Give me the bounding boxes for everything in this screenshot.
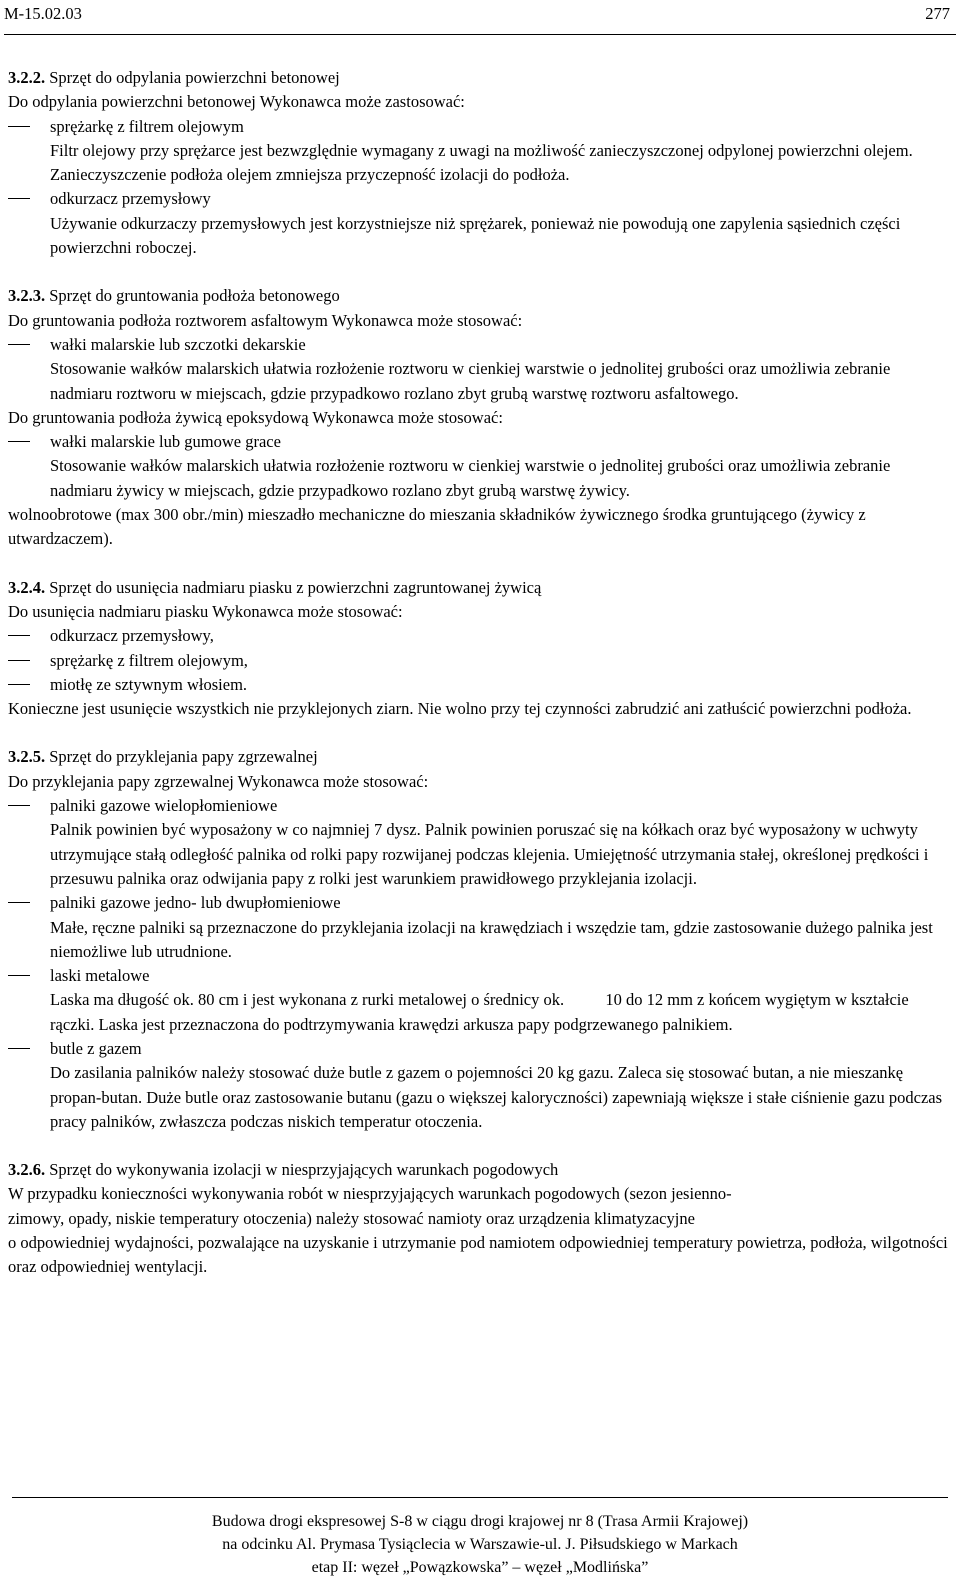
section-intro: Do gruntowania podłoża roztworem asfaltowym Wykonawca może stosować: xyxy=(8,310,523,330)
footer-divider xyxy=(12,1497,948,1498)
section-heading-3-2-3: 3.2.3. Sprzęt do gruntowania podłoża betonowego xyxy=(8,286,340,306)
section-intro: Do odpylania powierzchni betonowej Wykonawca może zastosować: xyxy=(8,92,465,112)
section-heading-3-2-6: 3.2.6. Sprzęt do wykonywania izolacji w niesprzyjających warunkach pogodowych xyxy=(8,1160,559,1180)
section-heading-3-2-4: 3.2.4. Sprzęt do usunięcia nadmiaru piasku z powierzchni zagruntowanej żywicą xyxy=(8,577,542,597)
paragraph-line: zimowy, opady, niskie temperatury otoczenia) należy stosować namioty oraz urządzenia klimatyzacyjne xyxy=(8,1208,695,1228)
dash-bullet xyxy=(8,975,30,976)
dash-bullet xyxy=(8,344,30,345)
item-description: Stosowanie wałków malarskich ułatwia rozłożenie roztworu w cienkiej warstwie o jednolitej grubości oraz umożliwia zebranie nadmiaru roztworu w miejscach, gdzie przypadkowo rozlano zbyt grubą warstwę roztworu asfaltowego. xyxy=(50,359,891,403)
item-description: Stosowanie wałków malarskich ułatwia rozłożenie roztworu w cienkiej warstwie o jednolitej grubości oraz umożliwia zebranie nadmiaru żywicy w miejscach, gdzie przypadkowo rozlano zbyt grubą warstwę żywicy. xyxy=(50,456,891,500)
list-item: laski metalowe xyxy=(8,964,948,988)
list-item: butle z gazem xyxy=(8,1037,948,1061)
page-number: 277 xyxy=(925,4,950,23)
list-item: palniki gazowe jedno- lub dwupłomieniowe xyxy=(8,891,948,915)
list-item: sprężarkę z filtrem olejowym xyxy=(8,115,948,139)
header-divider xyxy=(4,34,956,35)
list-item: palniki gazowe wielopłomieniowe xyxy=(8,794,948,818)
item-description: Do zasilania palników należy stosować duże butle z gazem o pojemności 20 kg gazu. Zaleca się stosować butan, a nie mieszankę propan-butan. Duże butle oraz zastosowanie butanu (gazu o większej kaloryczności) zapewniają większe i stałe ciśnienie gazu podczas pracy palników, zwłaszcza podczas niskich temperatur otoczenia. xyxy=(50,1063,943,1131)
item-description: Palnik powinien być wyposażony w co najmniej 7 dysz. Palnik powinien poruszać się na kółkach oraz być wyposażony w uchwyty utrzymujące stałą odległość palnika od rolki papy rozwijanej podczas klejenia. Umiejętność utrzymania stałej, określonej prędkości i przesuwu palnika oraz odwijania papy z rolki jest warunkiem prawidłowego przyklejania izolacji. xyxy=(50,820,929,888)
paragraph: Konieczne jest usunięcie wszystkich nie przyklejonych ziarn. Nie wolno przy tej czynności zabrudzić ani zatłuścić powierzchni podłoża. xyxy=(8,699,912,719)
list-item: odkurzacz przemysłowy, xyxy=(8,624,948,648)
dash-bullet xyxy=(8,198,30,199)
section-heading-3-2-2: 3.2.2. Sprzęt do odpylania powierzchni betonowej xyxy=(8,68,340,87)
paragraph: wolnoobrotowe (max 300 obr./min) mieszadło mechaniczne do mieszania składników żywicznego środka gruntującego (żywicy z utwardzaczem). xyxy=(8,505,866,549)
footer-line: etap II: węzeł „Powązkowska” – węzeł „Modlińska” xyxy=(311,1559,649,1576)
section-intro: Do usunięcia nadmiaru piasku Wykonawca może stosować: xyxy=(8,601,403,621)
section-intro: Do gruntowania podłoża żywicą epoksydową Wykonawca może stosować: xyxy=(8,407,503,427)
item-description: Używanie odkurzaczy przemysłowych jest korzystniejsze niż sprężarek, ponieważ nie powodują one zapylenia sąsiednich części powierzchni roboczej. xyxy=(50,213,901,258)
paragraph-line: o odpowiedniej wydajności, pozwalające na uzyskanie i utrzymanie pod namiotem odpowiedniej temperatury powietrza, podłoża, wilgotności oraz odpowiedniej wentylacji. xyxy=(8,1233,948,1277)
section-heading-3-2-5: 3.2.5. Sprzęt do przyklejania papy zgrzewalnej xyxy=(8,747,318,767)
list-item: miotłę ze sztywnym włosiem. xyxy=(8,673,948,697)
page-footer xyxy=(0,1510,960,1579)
dash-bullet xyxy=(8,805,30,806)
dash-bullet xyxy=(8,441,30,442)
footer-line: Budowa drogi ekspresowej S-8 w ciągu drogi krajowej nr 8 (Trasa Armii Krajowej) xyxy=(211,1513,749,1530)
document-code: M-15.02.03 xyxy=(4,4,82,23)
dash-bullet xyxy=(8,635,30,636)
section-intro: Do przyklejania papy zgrzewalnej Wykonawca może stosować: xyxy=(8,771,429,791)
list-item: sprężarkę z filtrem olejowym, xyxy=(8,649,948,673)
list-item: wałki malarskie lub gumowe grace xyxy=(8,430,948,454)
item-description: Małe, ręczne palniki są przeznaczone do przyklejania izolacji na krawędziach i wszędzie tam, gdzie zastosowanie dużego palnika jest niemożliwe lub utrudnione. xyxy=(50,917,933,961)
document-body xyxy=(8,66,948,1280)
page-header xyxy=(4,4,956,28)
dash-bullet xyxy=(8,660,30,661)
item-description: Filtr olejowy przy sprężarce jest bezwzględnie wymagany z uwagi na możliwość zanieczyszczonej odpylonej powierzchni olejem. Zanieczyszczenie podłoża olejem zmniejsza przyczepność izolacji do podłoża. xyxy=(50,140,913,185)
footer-line: na odcinku Al. Prymasa Tysiąclecia w Warszawie-ul. J. Piłsudskiego w Markach xyxy=(222,1536,738,1553)
item-description: Laska ma długość ok. 80 cm i jest wykonana z rurki metalowej o średnicy ok. 10 do 12 mm z końcem wygiętym w kształcie rączki. Laska jest przeznaczona do podtrzymywania krawędzi arkusza papy podgrzewanego palnikiem. xyxy=(50,990,913,1034)
dash-bullet xyxy=(8,902,30,903)
dash-bullet xyxy=(8,126,30,127)
list-item: wałki malarskie lub szczotki dekarskie xyxy=(8,333,948,357)
dash-bullet xyxy=(8,1048,30,1049)
dash-bullet xyxy=(8,684,30,685)
list-item: odkurzacz przemysłowy xyxy=(8,187,948,211)
paragraph-line: W przypadku konieczności wykonywania robót w niesprzyjających warunkach pogodowych (sezon jesienno- xyxy=(8,1184,732,1204)
